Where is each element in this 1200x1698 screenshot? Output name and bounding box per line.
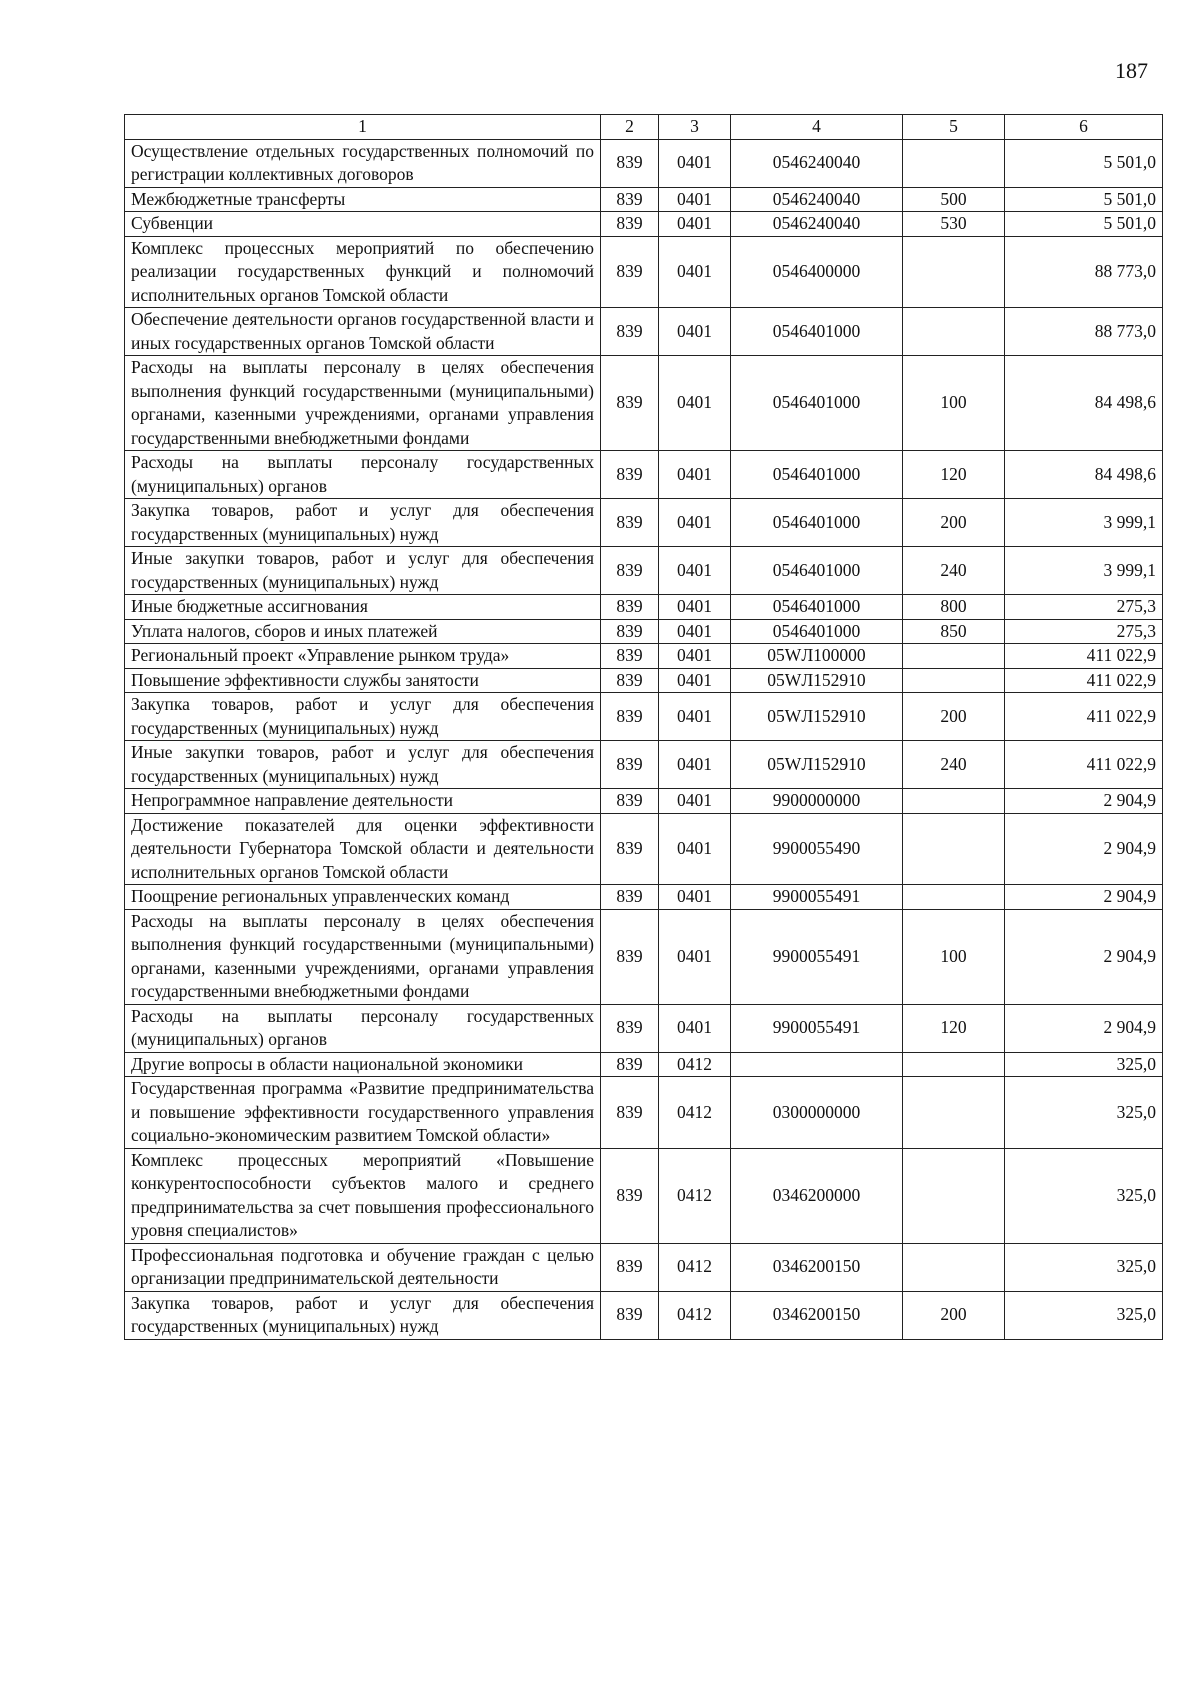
cell-code-3: 0401: [659, 499, 731, 547]
cell-name: Иные закупки товаров, работ и услуг для обеспечения государственных (муниципальных) нужд: [125, 741, 601, 789]
cell-code-5: 500: [903, 187, 1005, 212]
cell-code-4: 05WЛ152910: [731, 741, 903, 789]
table-row: [125, 139, 1163, 187]
cell-code-2: 839: [601, 644, 659, 669]
cell-code-2: 839: [601, 1052, 659, 1077]
table-row: [125, 1243, 1163, 1291]
cell-name: Достижение показателей для оценки эффективности деятельности Губернатора Томской области и деятельности исполнительных органов Томской области: [125, 813, 601, 885]
cell-name: Региональный проект «Управление рынком труда»: [125, 644, 601, 669]
cell-code-3: 0401: [659, 187, 731, 212]
cell-code-5: 100: [903, 356, 1005, 451]
cell-code-2: 839: [601, 595, 659, 620]
cell-name: Государственная программа «Развитие предпринимательства и повышение эффективности государственного управления социально-экономическим развитием Томской области»: [125, 1077, 601, 1149]
table-row: [125, 885, 1163, 910]
cell-code-2: 839: [601, 1148, 659, 1243]
cell-code-4: 9900055491: [731, 1004, 903, 1052]
cell-code-5: 120: [903, 451, 1005, 499]
table-row: [125, 813, 1163, 885]
cell-code-4: 0546240040: [731, 187, 903, 212]
cell-amount: 88 773,0: [1005, 236, 1163, 308]
table-row: [125, 356, 1163, 451]
table-row: [125, 212, 1163, 237]
table-row: [125, 499, 1163, 547]
table-row: [125, 644, 1163, 669]
cell-code-2: 839: [601, 668, 659, 693]
table-row: [125, 547, 1163, 595]
column-header-3: 3: [659, 115, 731, 140]
cell-code-2: 839: [601, 693, 659, 741]
cell-amount: 2 904,9: [1005, 909, 1163, 1004]
page-number: 187: [1115, 58, 1148, 83]
cell-code-5: [903, 789, 1005, 814]
cell-amount: 2 904,9: [1005, 813, 1163, 885]
table-row: [125, 789, 1163, 814]
cell-code-2: 839: [601, 1077, 659, 1149]
cell-amount: 411 022,9: [1005, 644, 1163, 669]
cell-code-4: 9900055490: [731, 813, 903, 885]
cell-code-3: 0412: [659, 1148, 731, 1243]
table-row: [125, 668, 1163, 693]
cell-code-2: 839: [601, 813, 659, 885]
cell-code-2: 839: [601, 499, 659, 547]
cell-code-3: 0412: [659, 1077, 731, 1149]
cell-code-5: [903, 885, 1005, 910]
table-row: [125, 451, 1163, 499]
table-row: [125, 236, 1163, 308]
cell-code-3: 0401: [659, 236, 731, 308]
cell-code-2: 839: [601, 885, 659, 910]
cell-code-3: 0401: [659, 693, 731, 741]
cell-code-4: 05WЛ152910: [731, 668, 903, 693]
cell-code-5: 240: [903, 741, 1005, 789]
cell-code-5: 850: [903, 619, 1005, 644]
cell-amount: 84 498,6: [1005, 356, 1163, 451]
cell-amount: 2 904,9: [1005, 1004, 1163, 1052]
cell-amount: 325,0: [1005, 1052, 1163, 1077]
cell-code-5: [903, 813, 1005, 885]
cell-name: Осуществление отдельных государственных полномочий по регистрации коллективных договоров: [125, 139, 601, 187]
table-row: [125, 1077, 1163, 1149]
cell-code-3: 0401: [659, 909, 731, 1004]
cell-code-3: 0401: [659, 595, 731, 620]
cell-name: Другие вопросы в области национальной экономики: [125, 1052, 601, 1077]
table-row: [125, 619, 1163, 644]
cell-amount: 5 501,0: [1005, 139, 1163, 187]
cell-code-2: 839: [601, 139, 659, 187]
cell-code-3: 0401: [659, 547, 731, 595]
table-row: [125, 1291, 1163, 1339]
cell-code-4: 9900055491: [731, 885, 903, 910]
cell-name: Иные закупки товаров, работ и услуг для обеспечения государственных (муниципальных) нужд: [125, 547, 601, 595]
table-row: [125, 693, 1163, 741]
cell-code-3: 0401: [659, 308, 731, 356]
cell-amount: 3 999,1: [1005, 547, 1163, 595]
cell-name: Закупка товаров, работ и услуг для обеспечения государственных (муниципальных) нужд: [125, 499, 601, 547]
cell-amount: 411 022,9: [1005, 693, 1163, 741]
table-row: [125, 187, 1163, 212]
cell-name: Расходы на выплаты персоналу государственных (муниципальных) органов: [125, 1004, 601, 1052]
cell-amount: 411 022,9: [1005, 668, 1163, 693]
table-row: [125, 595, 1163, 620]
cell-code-3: 0401: [659, 356, 731, 451]
column-header-4: 4: [731, 115, 903, 140]
cell-amount: 325,0: [1005, 1243, 1163, 1291]
cell-amount: 88 773,0: [1005, 308, 1163, 356]
cell-code-5: 200: [903, 693, 1005, 741]
cell-name: Поощрение региональных управленческих команд: [125, 885, 601, 910]
cell-code-5: [903, 1052, 1005, 1077]
cell-code-2: 839: [601, 789, 659, 814]
cell-amount: 5 501,0: [1005, 212, 1163, 237]
cell-code-5: [903, 236, 1005, 308]
cell-name: Непрограммное направление деятельности: [125, 789, 601, 814]
column-header-2: 2: [601, 115, 659, 140]
cell-code-5: 200: [903, 499, 1005, 547]
cell-name: Расходы на выплаты персоналу государственных (муниципальных) органов: [125, 451, 601, 499]
cell-amount: 325,0: [1005, 1077, 1163, 1149]
budget-table: [124, 114, 1163, 1340]
cell-code-4: 0546401000: [731, 308, 903, 356]
cell-code-5: [903, 668, 1005, 693]
cell-code-2: 839: [601, 741, 659, 789]
cell-code-5: [903, 308, 1005, 356]
cell-name: Расходы на выплаты персоналу в целях обеспечения выполнения функций государственными (муниципальными) органами, казенными учреждениями, органами управления государственными внебюджетными фондами: [125, 909, 601, 1004]
cell-code-3: 0401: [659, 885, 731, 910]
cell-code-4: 0546401000: [731, 356, 903, 451]
cell-code-2: 839: [601, 212, 659, 237]
cell-code-5: 100: [903, 909, 1005, 1004]
cell-name: Комплекс процессных мероприятий «Повышение конкурентоспособности субъектов малого и среднего предпринимательства за счет повышения профессионального уровня специалистов»: [125, 1148, 601, 1243]
table-row: [125, 1148, 1163, 1243]
cell-name: Расходы на выплаты персоналу в целях обеспечения выполнения функций государственными (муниципальными) органами, казенными учреждениями, органами управления государственными внебюджетными фондами: [125, 356, 601, 451]
table-row: [125, 1004, 1163, 1052]
table-row: [125, 1052, 1163, 1077]
cell-amount: 2 904,9: [1005, 885, 1163, 910]
table-header: [125, 115, 1163, 140]
cell-code-2: 839: [601, 1004, 659, 1052]
cell-code-3: 0412: [659, 1243, 731, 1291]
cell-code-4: 05WЛ152910: [731, 693, 903, 741]
cell-code-5: 200: [903, 1291, 1005, 1339]
cell-code-2: 839: [601, 1291, 659, 1339]
column-header-1: 1: [125, 115, 601, 140]
cell-code-5: 120: [903, 1004, 1005, 1052]
cell-code-2: 839: [601, 356, 659, 451]
column-header-5: 5: [903, 115, 1005, 140]
cell-code-4: 0546240040: [731, 139, 903, 187]
cell-code-3: 0401: [659, 1004, 731, 1052]
cell-code-2: 839: [601, 547, 659, 595]
cell-code-4: 0346200150: [731, 1243, 903, 1291]
cell-code-3: 0401: [659, 451, 731, 499]
cell-name: Субвенции: [125, 212, 601, 237]
cell-code-5: 530: [903, 212, 1005, 237]
cell-code-4: 0546400000: [731, 236, 903, 308]
cell-amount: 275,3: [1005, 595, 1163, 620]
cell-code-2: 839: [601, 308, 659, 356]
cell-code-4: 0300000000: [731, 1077, 903, 1149]
cell-name: Комплекс процессных мероприятий по обеспечению реализации государственных функций и полномочий исполнительных органов Томской области: [125, 236, 601, 308]
cell-code-4: 0546401000: [731, 499, 903, 547]
cell-code-4: 0546240040: [731, 212, 903, 237]
table-row: [125, 741, 1163, 789]
cell-code-3: 0401: [659, 139, 731, 187]
cell-amount: 84 498,6: [1005, 451, 1163, 499]
cell-code-2: 839: [601, 236, 659, 308]
cell-code-3: 0401: [659, 619, 731, 644]
cell-code-5: [903, 1077, 1005, 1149]
cell-amount: 325,0: [1005, 1291, 1163, 1339]
cell-code-3: 0401: [659, 668, 731, 693]
cell-code-4: 05WЛ100000: [731, 644, 903, 669]
cell-code-3: 0412: [659, 1291, 731, 1339]
cell-amount: 411 022,9: [1005, 741, 1163, 789]
cell-amount: 325,0: [1005, 1148, 1163, 1243]
cell-amount: 2 904,9: [1005, 789, 1163, 814]
cell-name: Уплата налогов, сборов и иных платежей: [125, 619, 601, 644]
cell-code-3: 0401: [659, 741, 731, 789]
cell-code-5: [903, 1148, 1005, 1243]
cell-amount: 275,3: [1005, 619, 1163, 644]
cell-code-4: [731, 1052, 903, 1077]
cell-code-4: 0546401000: [731, 547, 903, 595]
cell-code-4: 0346200150: [731, 1291, 903, 1339]
cell-code-2: 839: [601, 1243, 659, 1291]
cell-code-5: 800: [903, 595, 1005, 620]
cell-code-2: 839: [601, 909, 659, 1004]
cell-name: Обеспечение деятельности органов государственной власти и иных государственных органов Томской области: [125, 308, 601, 356]
table-row: [125, 909, 1163, 1004]
cell-name: Закупка товаров, работ и услуг для обеспечения государственных (муниципальных) нужд: [125, 1291, 601, 1339]
cell-code-3: 0401: [659, 212, 731, 237]
cell-name: Закупка товаров, работ и услуг для обеспечения государственных (муниципальных) нужд: [125, 693, 601, 741]
cell-code-5: 240: [903, 547, 1005, 595]
cell-name: Повышение эффективности службы занятости: [125, 668, 601, 693]
cell-code-3: 0401: [659, 789, 731, 814]
cell-code-4: 0346200000: [731, 1148, 903, 1243]
cell-name: Профессиональная подготовка и обучение граждан с целью организации предпринимательской деятельности: [125, 1243, 601, 1291]
cell-code-2: 839: [601, 451, 659, 499]
cell-code-5: [903, 139, 1005, 187]
header-row: [125, 115, 1163, 140]
cell-code-2: 839: [601, 187, 659, 212]
cell-amount: 5 501,0: [1005, 187, 1163, 212]
cell-code-3: 0401: [659, 644, 731, 669]
table-row: [125, 308, 1163, 356]
cell-code-3: 0401: [659, 813, 731, 885]
cell-code-4: 0546401000: [731, 595, 903, 620]
cell-code-5: [903, 644, 1005, 669]
cell-code-5: [903, 1243, 1005, 1291]
cell-name: Межбюджетные трансферты: [125, 187, 601, 212]
cell-code-3: 0412: [659, 1052, 731, 1077]
column-header-6: 6: [1005, 115, 1163, 140]
cell-code-4: 9900055491: [731, 909, 903, 1004]
cell-code-2: 839: [601, 619, 659, 644]
cell-code-4: 9900000000: [731, 789, 903, 814]
cell-amount: 3 999,1: [1005, 499, 1163, 547]
cell-name: Иные бюджетные ассигнования: [125, 595, 601, 620]
cell-code-4: 0546401000: [731, 451, 903, 499]
cell-code-4: 0546401000: [731, 619, 903, 644]
table-body: [125, 139, 1163, 1339]
